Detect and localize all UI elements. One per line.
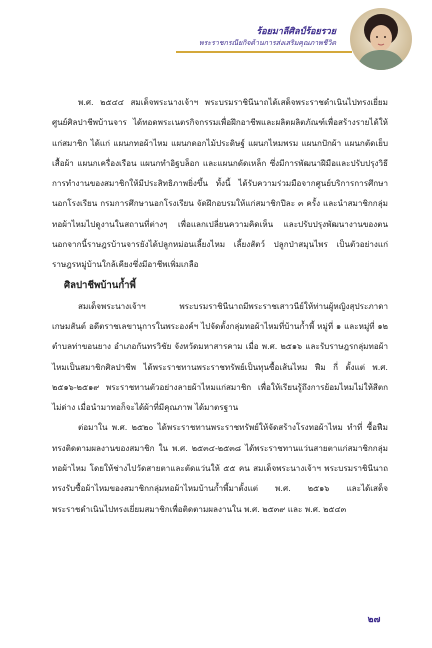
portrait-photo [350, 8, 412, 70]
article-body [52, 92, 388, 519]
page-number: ๒๗ [367, 615, 381, 625]
header-subtitle: พระราชกรณียกิจด้านการส่งเสริมคุณภาพชีวิต [199, 39, 336, 47]
section-heading: ศิลปาชีพบ้านก้ำพี้ [64, 279, 136, 291]
header-title: ร้อยมาลีศิลป์ร้อยรวย [256, 27, 336, 37]
header-rule [176, 51, 352, 53]
body-paragraph: สมเด็จพระนางเจ้าฯ พระบรมราชินีนาถมีพระราชเสาวนีย์ให้ท่านผู้หญิงสุประภาดา เกษมสันต์ อดีตราชเลขานุการในพระองค์ฯ ไปจัดตั้งกลุ่มทอผ้าไหมที่บ้านก้ำพี้ หมู่ที่ ๑ และหมู่ที่ ๑๒ ตำบลท่าขอนยาง อำเภอกันทรวิชัย จังหวัดมหาสารคาม เมื่อ พ.ศ. ๒๕๑๖ และรับราษฎรกลุ่มทอผ้าไหมเป็นสมาชิกศิลปาชีพ ได้พระราชทานพระราชทรัพย์เป็นทุนซื้อเส้นไหม ฟืม กี่ ตั้งแต่ พ.ศ. ๒๕๑๖-๒๕๑๙ พระราชทานตัวอย่างลายผ้าไหมแก่สมาชิก เพื่อให้เรียนรู้ถึงการย้อมไหมไม่ให้สีตก ไม่ด่าง เมื่อนำมาทอก็จะได้ผ้าที่มีคุณภาพ ได้มาตรฐาน [52, 300, 388, 413]
body-paragraph: ต่อมาใน พ.ศ. ๒๕๒๐ ได้พระราชทานพระราชทรัพย์ให้จัดสร้างโรงทอผ้าไหม ทำที่ ซื้อฟืม ทรงติดตามผลงานของสมาชิก ใน พ.ศ. ๒๕๓๔-๒๕๓๘ ได้พระราชทานแว่นสายตาแก่สมาชิกกลุ่มทอผ้าไหม โดยให้ช่างไปวัดสายตาและตัดแว่นให้ ๕๕ คน สมเด็จพระนางเจ้าฯ พระบรมราชินีนาถทรงรับซื้อผ้าไหมของสมาชิกกลุ่มทอผ้าไหมบ้านก้ำพี้มาตั้งแต่ พ.ศ. ๒๕๑๖ และได้เสด็จพระราชดำเนินไปทรงเยี่ยมสมาชิกเพื่อติดตามผลงานใน พ.ศ. ๒๕๓๙ และ พ.ศ. ๒๕๔๓ [52, 422, 388, 514]
body-paragraph: พ.ศ. ๒๕๔๔ สมเด็จพระนางเจ้าฯ พระบรมราชินีนาถได้เสด็จพระราชดำเนินไปทรงเยี่ยมศูนย์ศิลปาชีพบ้านจาร ได้ทอดพระเนตรกิจกรรมเพื่อฝึกอาชีพและผลิตผลิตภัณฑ์เพื่อสร้างรายได้ให้แก่สมาชิก ได้แก่ แผนกทอผ้าไหม แผนกดอกไม้ประดิษฐ์ แผนกไหมพรม แผนกปักผ้า แผนกตัดเย็บเสื้อผ้า แผนกเครื่องเรือน แผนกทำอิฐบล็อก และแผนกดัดเหล็ก ซึ่งมีการพัฒนาฝีมือและปรับปรุงวิธีการทำงานของสมาชิกให้มีประสิทธิภาพยิ่งขึ้น ทั้งนี้ ได้รับความร่วมมือจากศูนย์บริการการศึกษานอกโรงเรียน กรมการศึกษานอกโรงเรียน จัดฝึกอบรมให้แก่สมาชิกปีละ ๓ ครั้ง และนำสมาชิกกลุ่มทอผ้าไหมไปดูงานในสถานที่ต่างๆ เพื่อแลกเปลี่ยนความคิดเห็น และปรับปรุงพัฒนางานของตน นอกจากนี้ราษฎรบ้านจารยังได้ปลูกหม่อนเลี้ยงไหม เลี้ยงสัตว์ ปลูกป่าสมุนไพร เป็นตัวอย่างแก่ราษฎรหมู่บ้านใกล้เคียงซึ่งมีอาชีพเพิ่มเกลือ [52, 97, 388, 270]
